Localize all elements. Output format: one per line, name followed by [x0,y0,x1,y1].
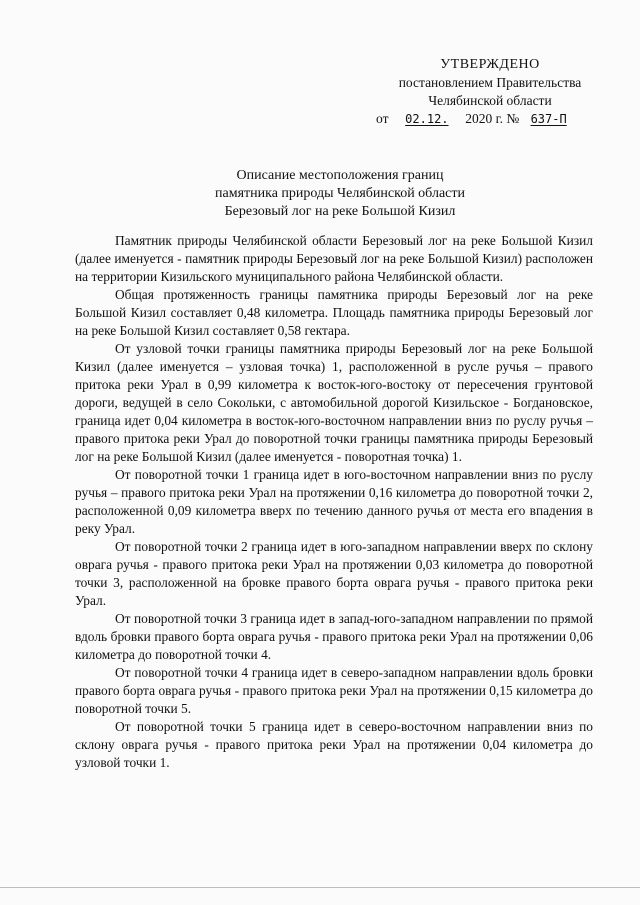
document-title [80,167,600,221]
approval-date: 02.12. [405,112,449,126]
approval-from-label: от [376,111,389,126]
title-line-3: Березовый лог на реке Большой Кизил [224,204,456,219]
paragraph: От поворотной точки 4 граница идет в северо-западном направлении вдоль бровки правого борта оврага ручья - правого притока реки Урал на протяжении 0,15 километра до поворотной точки 5. [75,665,593,716]
document-body [75,232,593,772]
approval-line-1: постановлением Правительства [398,75,582,90]
paragraph: Общая протяженность границы памятника природы Березовый лог на реке Большой Кизил составляет 0,48 километра. Площадь памятника природы Березовый лог на реке Большой Кизил составляет 0,58 гектара. [75,287,593,338]
approval-date-line [370,110,610,128]
paragraph: От поворотной точки 1 граница идет в юго-восточном направлении вниз по руслу ручья – правого притока реки Урал на протяжении 0,16 километра до поворотной точки 2, расположенной 0,09 километра вверх по течению данного ручья от места его впадения в реку Урал. [75,467,593,536]
approval-line-2: Челябинской области [428,93,552,108]
scan-edge-line [0,887,640,888]
paragraph: От поворотной точки 3 граница идет в запад-юго-западном направлении по прямой вдоль бровки правого борта оврага ручья - правого притока реки Урал на протяжении 0,06 километра до поворотной точки 4. [75,611,593,662]
approval-number: 637-П [530,112,567,126]
paragraph: От поворотной точки 5 граница идет в северо-восточном направлении вниз по склону оврага ручья - правого притока реки Урал на протяжении 0,04 километра до узловой точки 1. [75,719,593,770]
approval-year-text: 2020 г. № [465,111,520,126]
title-line-1: Описание местоположения границ [236,168,444,183]
paragraph: От узловой точки границы памятника природы Березовый лог на реке Большой Кизил (далее именуется – узловая точка) 1, расположенной в русле ручья – правого притока реки Урал в 0,99 километра к восток-юго-востоку от пересечения грунтовой дороги, ведущей в село Сокольки, с автомобильной дорогой Кизильское - Богдановское, граница идет 0,04 километра в восток-юго-восточном направлении вниз по руслу ручья – правого притока реки Урал до поворотной точки границы памятника природы Березовый лог на реке Большой Кизил (далее именуется - поворотная точка) 1. [75,341,593,464]
approval-stamp [370,56,610,128]
paragraph: Памятник природы Челябинской области Березовый лог на реке Большой Кизил (далее именуется - памятник природы Березовый лог на реке Большой Кизил) расположен на территории Кизильского муниципального района Челябинской области. [75,233,593,284]
paragraph: От поворотной точки 2 граница идет в юго-западном направлении вверх по склону оврага ручья - правого притока реки Урал на протяжении 0,03 километра до поворотной точки 3, расположенной на бровке правого борта оврага ручья - правого притока реки Урал. [75,539,593,608]
approval-heading: УТВЕРЖДЕНО [440,57,540,72]
title-line-2: памятника природы Челябинской области [215,186,465,201]
